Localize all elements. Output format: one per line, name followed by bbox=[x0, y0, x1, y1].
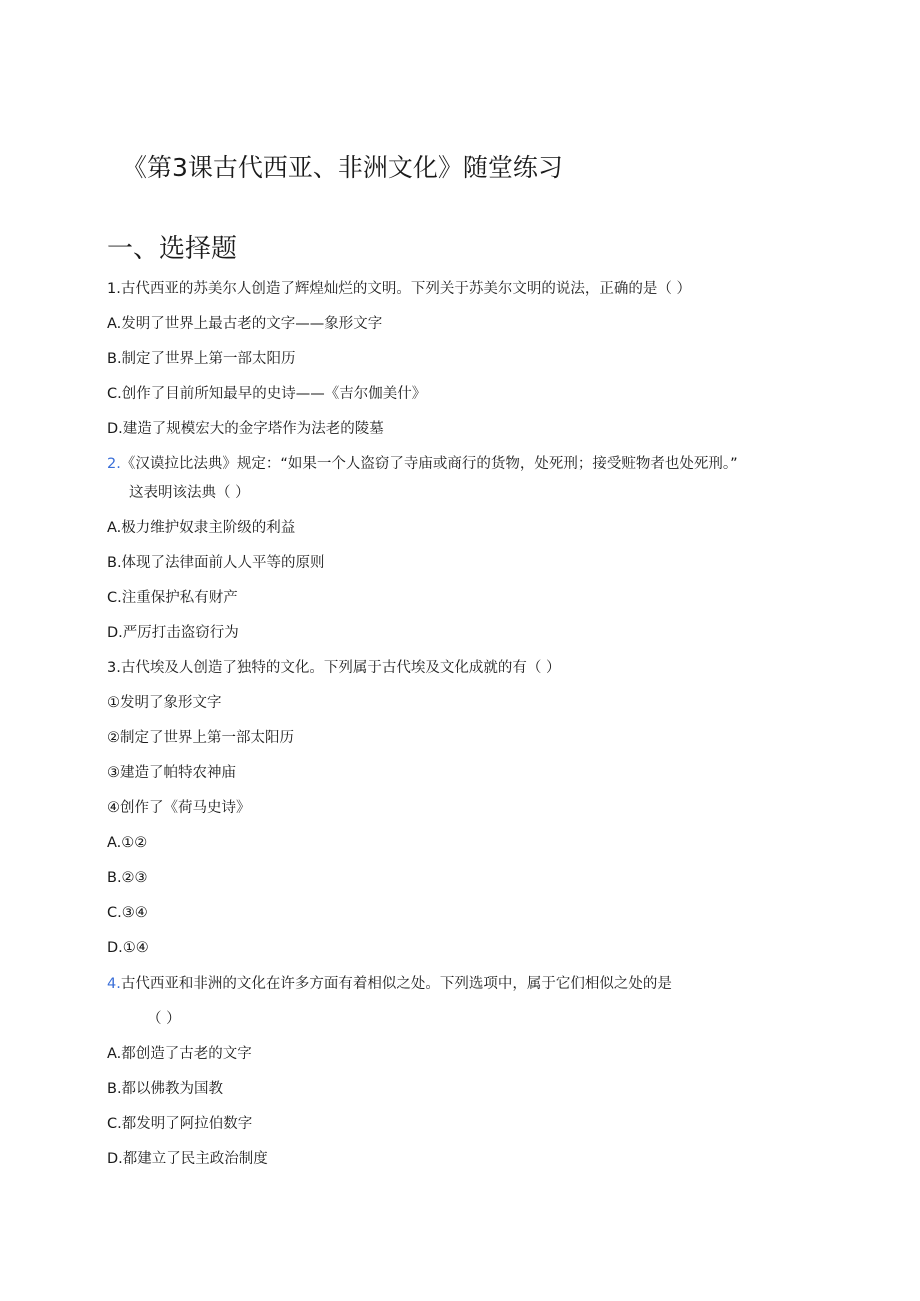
question-4-option-d: D.都建立了民主政治制度 bbox=[107, 1151, 268, 1167]
question-4-text-line1: 古代西亚和非洲的文化在许多方面有着相似之处。下列选项中，属于它们相似之处的是 bbox=[120, 976, 672, 992]
question-4-option-b: B.都以佛教为国教 bbox=[107, 1081, 224, 1097]
question-1-option-d: D.建造了规模宏大的金字塔作为法老的陵墓 bbox=[107, 421, 384, 437]
question-3-item-4: ④创作了《荷马史诗》 bbox=[107, 800, 251, 816]
section-heading: 一、选择题 bbox=[107, 234, 238, 264]
question-3-stem bbox=[107, 658, 560, 678]
question-1-option-c: C.创作了目前所知最早的史诗——《吉尔伽美什》 bbox=[107, 386, 427, 402]
question-3-option-a: A.①② bbox=[107, 835, 148, 851]
question-3-item-2: ②制定了世界上第一部太阳历 bbox=[107, 730, 294, 746]
question-4-text-line2: （ ） bbox=[147, 1011, 181, 1027]
question-1-number: 1. bbox=[107, 281, 121, 297]
question-2-text-line1: 《汉谟拉比法典》规定：“如果一个人盗窃了寺庙或商行的货物，处死刑；接受赃物者也处死刑。” bbox=[120, 456, 738, 472]
question-2-option-b: B.体现了法律面前人人平等的原则 bbox=[107, 555, 325, 571]
question-1-option-b: B.制定了世界上第一部太阳历 bbox=[107, 351, 296, 367]
question-3-option-d: D.①④ bbox=[107, 940, 149, 956]
question-3-number: 3. bbox=[107, 660, 121, 676]
question-4-option-c: C.都发明了阿拉伯数字 bbox=[107, 1116, 253, 1132]
question-3-option-b: B.②③ bbox=[107, 870, 148, 886]
question-1-text: 古代西亚的苏美尔人创造了辉煌灿烂的文明。下列关于苏美尔文明的说法，正确的是（ ） bbox=[120, 281, 691, 297]
question-3-option-c: C.③④ bbox=[107, 905, 148, 921]
question-4-stem bbox=[107, 974, 672, 994]
question-4-option-a: A.都创造了古老的文字 bbox=[107, 1046, 252, 1062]
question-3-text: 古代埃及人创造了独特的文化。下列属于古代埃及文化成就的有（ ） bbox=[120, 660, 561, 676]
page-title: 《第3课古代西亚、非洲文化》随堂练习 bbox=[122, 153, 563, 182]
question-4-number: 4. bbox=[107, 976, 121, 992]
question-3-item-1: ①发明了象形文字 bbox=[107, 695, 222, 711]
question-2-stem bbox=[107, 454, 738, 474]
question-1-option-a: A.发明了世界上最古老的文字——象形文字 bbox=[107, 316, 383, 332]
question-3-item-3: ③建造了帕特农神庙 bbox=[107, 765, 236, 781]
question-1-stem bbox=[107, 279, 691, 299]
question-2-option-a: A.极力维护奴隶主阶级的利益 bbox=[107, 520, 296, 536]
question-2-option-c: C.注重保护私有财产 bbox=[107, 590, 238, 606]
question-2-number: 2. bbox=[107, 456, 121, 472]
question-2-text-line2: 这表明该法典（ ） bbox=[129, 485, 250, 501]
question-2-option-d: D.严厉打击盗窃行为 bbox=[107, 625, 239, 641]
